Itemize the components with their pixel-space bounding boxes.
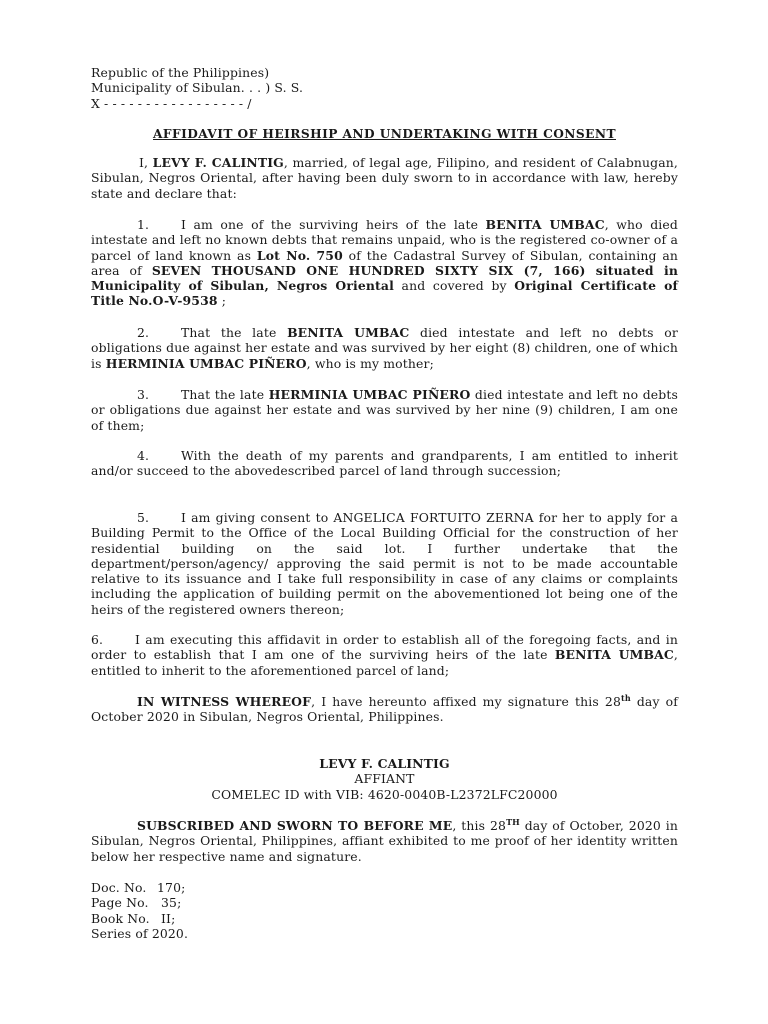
page-value: 35; xyxy=(161,895,182,911)
title-number: Original Certificate of Title No.O-V-9538 xyxy=(91,278,678,309)
p1-text-a: I am one of the surviving heirs of the late xyxy=(181,217,486,232)
paragraph-number: 3. xyxy=(137,387,150,402)
intro-text: I, xyxy=(139,155,153,170)
venue-municipality: Municipality of Sibulan. . . ) S. S. xyxy=(91,80,304,96)
notarial-docket xyxy=(91,880,678,941)
intro-paragraph xyxy=(91,155,678,201)
p2-text-e: , who is my mother; xyxy=(306,355,434,371)
doc-label: Doc. No. xyxy=(91,880,147,895)
p2-bold-d: HERMINIA UMBAC PIÑERO xyxy=(105,355,307,371)
p2-bold-b: BENITA UMBAC xyxy=(287,325,410,340)
jurat-text: , this 28 xyxy=(452,818,507,833)
jurat-ordinal: TH xyxy=(506,817,520,827)
p6-text-a: I am executing this affidavit in order to establish all of the foregoing facts, and in order to establish that I am one of the surviving heirs of the late xyxy=(91,632,678,663)
affiant-signature-block xyxy=(91,756,678,802)
p3-text-a: That the late xyxy=(181,387,269,402)
venue-block xyxy=(91,65,678,111)
paragraph-number: 1. xyxy=(137,217,150,232)
p1-text-c: , who died intestate and left no known debts that remains unpaid, who is the registered co-owner of a parcel of land known as xyxy=(91,217,678,263)
affiant-label: AFFIANT xyxy=(354,771,415,787)
paragraph-6 xyxy=(91,632,678,678)
witness-text: , I have hereunto affixed my signature this 28 xyxy=(311,694,621,709)
p1-bold-b: BENITA UMBAC xyxy=(485,217,605,232)
paragraph-1 xyxy=(91,217,678,309)
p1-text-e: of the Cadastral Survey of Sibulan, containing an area of xyxy=(91,247,679,278)
p5-text: I am giving consent to ANGELICA FORTUITO ZERNA for her to apply for a Building Permit to the Office of the Local Building Official for the construction of her residential building on the said lot. I further undertake that the department/person/agency/ approving the said permit is not to be made accountable relative to its issuance and I take full responsibility in case of any claims or complaints including the application of building permit on the abovementioned lot being one of the heirs of the registered owners thereon; xyxy=(91,510,678,617)
affiant-id: COMELEC ID with VIB: 4620-0040B-L2372LFC20000 xyxy=(211,786,558,802)
venue-republic: Republic of the Philippines) xyxy=(91,65,270,80)
series-row: Series of 2020. xyxy=(91,925,189,941)
lot-number: Lot No. 750 xyxy=(256,247,343,263)
page-label: Page No. xyxy=(91,895,149,911)
paragraph-number: 6. xyxy=(91,632,104,647)
p6-text-c: , entitled to inherit to the aforementioned parcel of land; xyxy=(91,647,679,678)
p6-bold-b: BENITA UMBAC xyxy=(554,647,674,663)
intro-text-rest: , married, of legal age, Filipino, and resident of Calabnugan, Sibulan, Negros Oriental, after having been duly sworn to in accordance with law, hereby state and declare that: xyxy=(91,155,678,201)
page-number-row xyxy=(91,895,678,910)
paragraph-4 xyxy=(91,448,678,479)
book-value: II; xyxy=(161,910,176,926)
jurat-text-rest: day of October, 2020 in Sibulan, Negros Oriental, Philippines, affiant exhibited to me proof of her identity written below her respective name and signature. xyxy=(91,818,678,864)
paragraph-2 xyxy=(91,325,678,371)
witness-heading: IN WITNESS WHEREOF xyxy=(137,694,312,709)
doc-value: 170; xyxy=(157,880,186,895)
venue-separator: X - - - - - - - - - - - - - - - - - / xyxy=(91,95,252,111)
land-area: SEVEN THOUSAND ONE HUNDRED SIXTY SIX (7, 166) situated in Municipality of Sibulan, Negros Oriental xyxy=(91,262,678,294)
jurat-paragraph xyxy=(91,818,678,864)
paragraph-number: 2. xyxy=(137,325,150,340)
p1-text-i: ; xyxy=(217,293,227,309)
paragraph-5 xyxy=(91,510,678,617)
book-number-row xyxy=(91,911,678,926)
witness-text-rest: day of October 2020 in Sibulan, Negros Oriental, Philippines. xyxy=(91,694,678,725)
jurat-heading: SUBSCRIBED AND SWORN TO BEFORE ME xyxy=(137,818,453,833)
document-title: AFFIDAVIT OF HEIRSHIP AND UNDERTAKING WITH CONSENT xyxy=(152,127,616,141)
p3-text-c: died intestate and left no debts or obligations due against her estate and was survived by her nine (9) children, I am one of them; xyxy=(91,387,679,433)
paragraph-number: 5. xyxy=(137,510,150,525)
p4-text: With the death of my parents and grandparents, I am entitled to inherit and/or succeed to the abovedescribed parcel of land through succession; xyxy=(91,448,678,479)
p3-bold-b: HERMINIA UMBAC PIÑERO xyxy=(268,387,471,402)
paragraph-3 xyxy=(91,387,678,433)
affiant-name: LEVY F. CALINTIG xyxy=(319,756,450,771)
affiant-name-inline: LEVY F. CALINTIG xyxy=(152,155,284,170)
witness-paragraph xyxy=(91,694,678,725)
paragraph-number: 4. xyxy=(137,448,150,463)
p1-text-g: and covered by xyxy=(393,278,515,294)
p2-text-c: died intestate and left no debts or obligations due against her estate and was survived by her eight (8) children, one of which is xyxy=(91,325,678,371)
doc-number-row xyxy=(91,880,678,895)
witness-ordinal: th xyxy=(620,693,631,703)
book-label: Book No. xyxy=(91,910,150,926)
p2-text-a: That the late xyxy=(181,325,288,340)
